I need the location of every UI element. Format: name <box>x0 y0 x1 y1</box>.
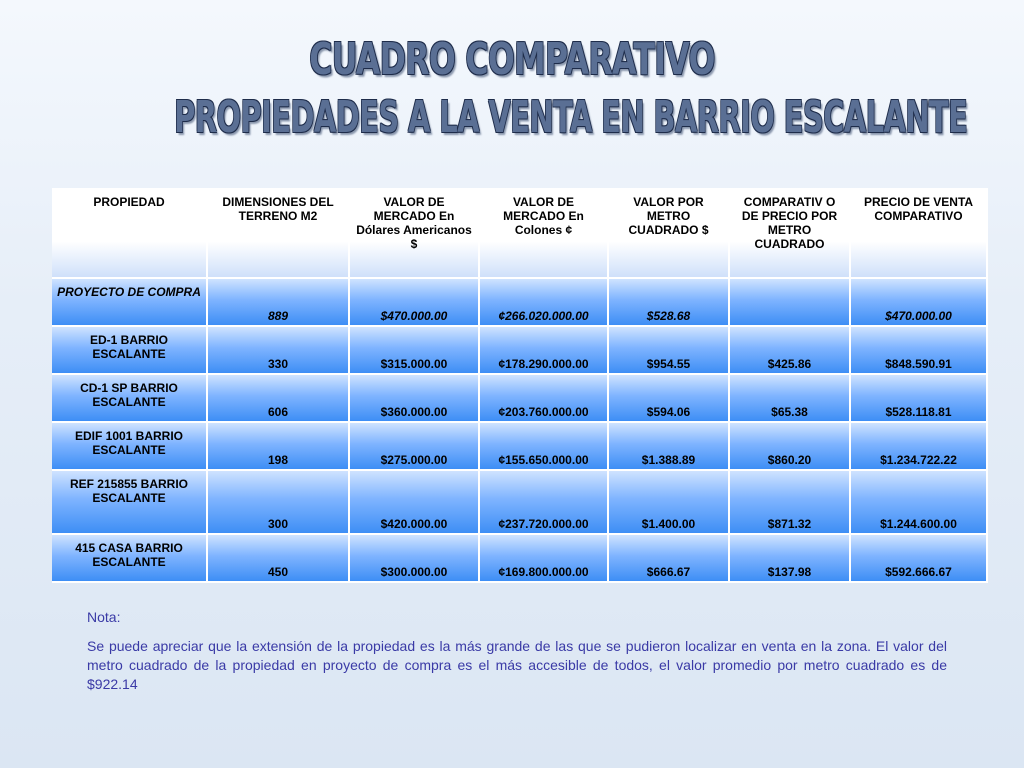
table-cell: $848.590.91 <box>851 327 988 375</box>
table-cell: 300 <box>208 471 350 535</box>
header-cell: DIMENSIONES DEL TERRENO M2 <box>208 188 350 279</box>
header-cell: VALOR DE MERCADO En Dólares Americanos $ <box>350 188 480 279</box>
slide-title <box>0 34 1024 143</box>
header-cell: VALOR POR METRO CUADRADO $ <box>609 188 730 279</box>
table-cell: $137.98 <box>730 535 851 583</box>
table-cell: $1.388.89 <box>609 423 730 471</box>
table-cell: $594.06 <box>609 375 730 423</box>
table-cell: 330 <box>208 327 350 375</box>
table-cell: $420.000.00 <box>350 471 480 535</box>
table-cell: $860.20 <box>730 423 851 471</box>
table-cell: PROYECTO DE COMPRA <box>52 279 208 327</box>
header-cell: COMPARATIV O DE PRECIO POR METRO CUADRADO <box>730 188 851 279</box>
table-cell: $275.000.00 <box>350 423 480 471</box>
table-cell: ¢178.290.000.00 <box>480 327 609 375</box>
table-cell: 198 <box>208 423 350 471</box>
table-cell: ¢155.650.000.00 <box>480 423 609 471</box>
table-cell: CD-1 SP BARRIO ESCALANTE <box>52 375 208 423</box>
table-cell: ED-1 BARRIO ESCALANTE <box>52 327 208 375</box>
header-cell: PROPIEDAD <box>52 188 208 279</box>
table-cell: $1.244.600.00 <box>851 471 988 535</box>
table-cell: 889 <box>208 279 350 327</box>
table-cell: 415 CASA BARRIO ESCALANTE <box>52 535 208 583</box>
table-cell: ¢203.760.000.00 <box>480 375 609 423</box>
table-cell: $425.86 <box>730 327 851 375</box>
table-cell: $666.67 <box>609 535 730 583</box>
comparison-table <box>52 188 988 583</box>
table-cell: $300.000.00 <box>350 535 480 583</box>
table-cell: $954.55 <box>609 327 730 375</box>
table-row <box>52 535 988 583</box>
table-cell: ¢266.020.000.00 <box>480 279 609 327</box>
table-cell: ¢237.720.000.00 <box>480 471 609 535</box>
title-line-1: CUADRO COMPARATIVO <box>309 34 715 85</box>
table-cell: 450 <box>208 535 350 583</box>
table-cell: $1.400.00 <box>609 471 730 535</box>
table-cell: $871.32 <box>730 471 851 535</box>
note-label: Nota: <box>87 609 121 625</box>
table-cell: $470.000.00 <box>851 279 988 327</box>
table-cell: $315.000.00 <box>350 327 480 375</box>
table-cell: $528.68 <box>609 279 730 327</box>
table-cell: $65.38 <box>730 375 851 423</box>
table-cell: $592.666.67 <box>851 535 988 583</box>
table-cell: REF 215855 BARRIO ESCALANTE <box>52 471 208 535</box>
table-cell: $470.000.00 <box>350 279 480 327</box>
title-line-2: PROPIEDADES A LA VENTA EN BARRIO ESCALANTE <box>174 92 968 143</box>
header-cell: PRECIO DE VENTA COMPARATIVO <box>851 188 988 279</box>
table-cell: $1.234.722.22 <box>851 423 988 471</box>
table-row <box>52 375 988 423</box>
table-header-row <box>52 188 988 279</box>
table-cell <box>730 279 851 327</box>
table-cell: $528.118.81 <box>851 375 988 423</box>
header-cell: VALOR DE MERCADO En Colones ¢ <box>480 188 609 279</box>
table-cell: $360.000.00 <box>350 375 480 423</box>
table-cell: 606 <box>208 375 350 423</box>
table-row <box>52 423 988 471</box>
table-cell: ¢169.800.000.00 <box>480 535 609 583</box>
note-section <box>87 608 947 704</box>
note-text: Se puede apreciar que la extensión de la propiedad es la más grande de las que se pudieron localizar en venta en la zona. El valor del metro cuadrado de la propiedad en proyecto de compra es el más accesible de todos, el valor promedio por metro cuadrado es de $922.14 <box>87 638 947 692</box>
table-row <box>52 471 988 535</box>
table-row <box>52 327 988 375</box>
table-row <box>52 279 988 327</box>
table-cell: EDIF 1001 BARRIO ESCALANTE <box>52 423 208 471</box>
